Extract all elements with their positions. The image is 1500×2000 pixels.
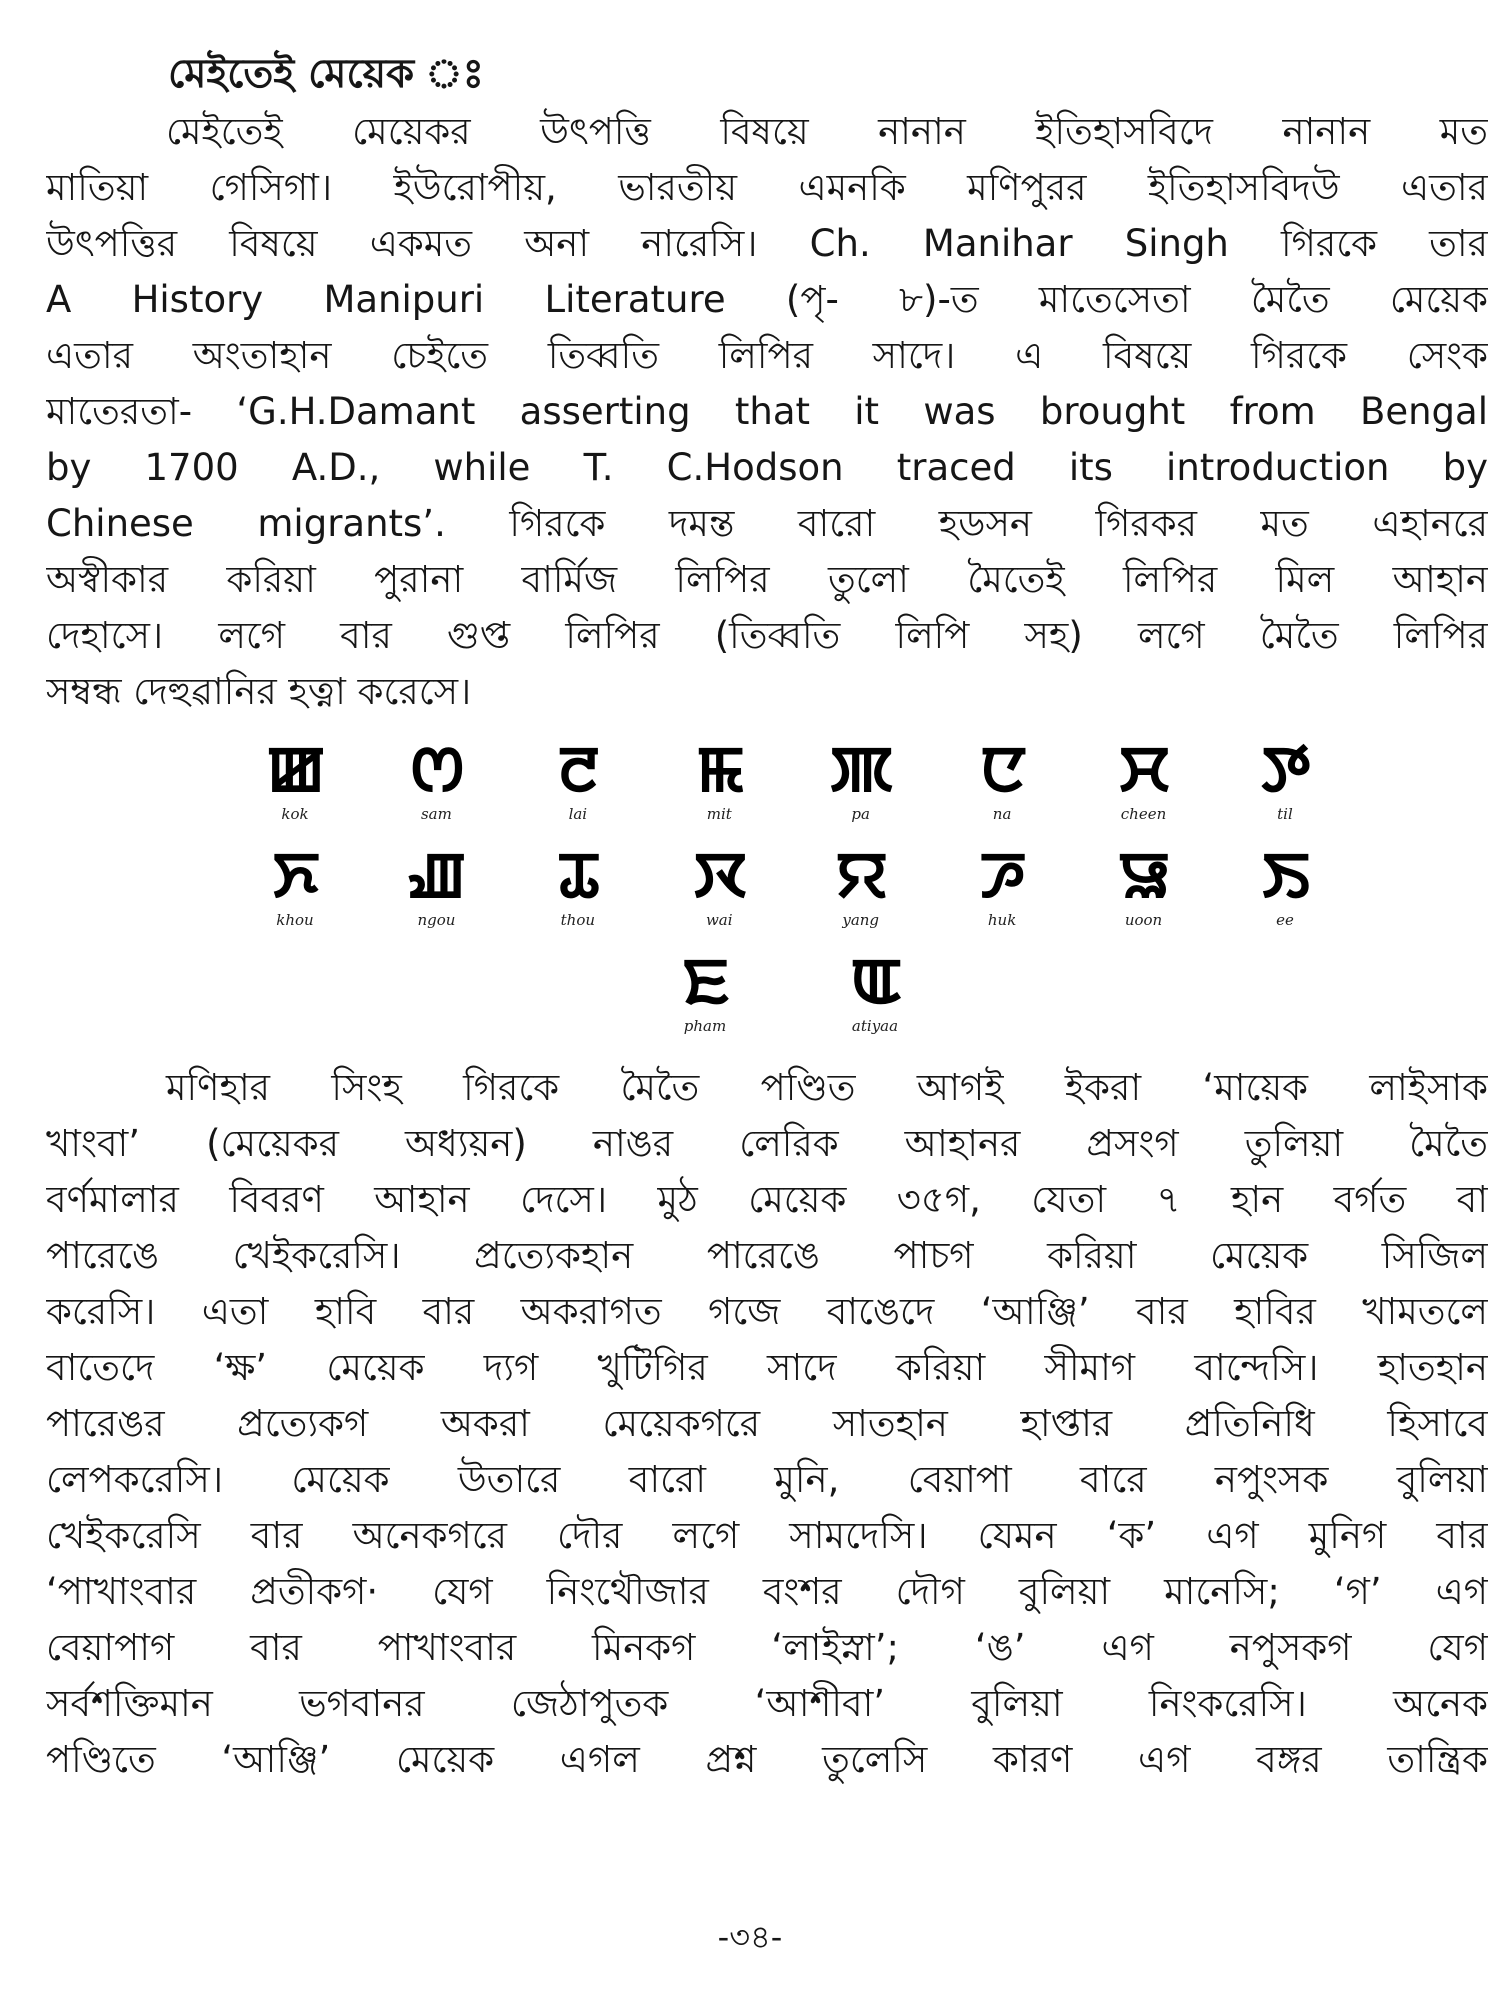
section-heading: মেইতেই মেয়েক ঃ [168, 51, 484, 97]
letter-cell [947, 838, 1057, 929]
letter-cell [1230, 732, 1340, 823]
letter-glyph: ꯊ [558, 838, 598, 913]
letter-name: thou [560, 911, 596, 929]
page-number: -৩৪- [717, 1918, 783, 1956]
text-line: A History Manipuri Literature (পৃ- ৮)-ত মাতেসেতা মৈতৈ মেয়েক [46, 278, 1488, 321]
text-line: মাতেরতা- ‘G.H.Damant asserting that it was brought from Bengal [46, 390, 1488, 433]
letter-glyph: ꯋ [694, 838, 745, 913]
letter-cell [381, 838, 491, 929]
letter-cell [1089, 838, 1199, 929]
letter-cell [664, 838, 774, 929]
letter-glyph: ꯁ [410, 732, 463, 807]
text-line: খেইকরেসি বার অনেকগরে দৌর লগে সামদেসি। যেমন ‘ক’ এগ মুনিগ বার [46, 1514, 1488, 1557]
letter-glyph: ꯉ [408, 838, 465, 913]
text-line: সম্বন্ধ দেহুৱানির হত্না করেসে। [46, 670, 472, 713]
text-line: সর্বশক্তিমান ভগবানর জেঠাপুতক ‘আশীবা’ বুলিয়া নিংকরেসি। অনেক [46, 1682, 1488, 1725]
letter-glyph: ꯃ [696, 732, 743, 807]
text-line: এতার অংতাহান চেইতে তিব্বতি লিপির সাদে। এ বিষয়ে গিরকে সেংক [46, 334, 1488, 377]
letter-name: khou [276, 911, 314, 929]
text-line: by 1700 A.D., while T. C.Hodson traced its introduction by [46, 446, 1488, 489]
text-line: মণিহার সিংহ গিরকে মৈতৈ পণ্ডিত আগই ইকরা ‘মায়েক লাইসাক [166, 1066, 1488, 1109]
meitei-mayek-alphabet-table [240, 732, 1340, 1053]
text-line: ‘পাখাংবার প্রতীকগ· যেগ নিংথৌজার বংশর দৌগ বুলিয়া মানেসি; ‘গ’ এগ [46, 1570, 1488, 1613]
letter-name: til [1277, 805, 1293, 823]
letter-cell [240, 732, 350, 823]
text-line: পণ্ডিতে ‘আঞ্জি’ মেয়েক এগল প্রশ্ন তুলেসি কারণ এগ বঙ্গর তান্ত্রিক [46, 1738, 1488, 1781]
letter-glyph: ꯎ [1118, 838, 1169, 913]
letter-cell [523, 732, 633, 823]
letter-name: na [992, 805, 1012, 823]
text-line: Chinese migrants’. গিরকে দমন্ত বারো হডসন গিরকর মত এহানরে [46, 502, 1488, 545]
alphabet-row [240, 838, 1340, 929]
letter-name: yang [842, 911, 880, 929]
letter-name: atiyaa [851, 1017, 899, 1035]
text-line: বাতেদে ‘ক্ষ’ মেয়েক দ্যগ খুটিগির সাদে করিয়া সীমাগ বান্দেসি। হাতহান [46, 1346, 1488, 1389]
letter-name: pa [851, 805, 870, 823]
letter-name: uoon [1124, 911, 1163, 929]
letter-glyph: ꯇ [1261, 732, 1309, 807]
letter-glyph: ꯐ [682, 944, 728, 1019]
letter-glyph: ꯀ [266, 732, 324, 807]
letter-cell [1230, 838, 1340, 929]
letter-cell [820, 944, 930, 1035]
letter-glyph: ꯌ [835, 838, 886, 913]
paragraph-origin [46, 104, 1488, 720]
letter-glyph: ꯅ [980, 732, 1024, 807]
text-line: উৎপত্তির বিষয়ে একমত অনা নারেসি। Ch. Manihar Singh গিরকে তার [46, 222, 1488, 265]
text-line: মেইতেই মেয়েকর উৎপত্তি বিষয়ে নানান ইতিহাসবিদে নানান মত [166, 110, 1488, 153]
letter-name: sam [420, 805, 452, 823]
paragraph-alphabet-description [46, 1060, 1488, 1788]
letter-cell [806, 732, 916, 823]
letter-cell [1089, 732, 1199, 823]
letter-name: cheen [1120, 805, 1167, 823]
letter-cell [523, 838, 633, 929]
letter-cell [650, 944, 760, 1035]
alphabet-row [240, 944, 1340, 1035]
text-line: লেপকরেসি। মেয়েক উতারে বারো মুনি, বেয়াপা বারে নপুংসক বুলিয়া [46, 1458, 1488, 1501]
text-line: পারেঙর প্রত্যেকগ অকরা মেয়েকগরে সাতহান হাপ্তার প্রতিনিধি হিসাবে [46, 1402, 1488, 1445]
letter-name: ee [1276, 911, 1294, 929]
text-line: পারেঙে খেইকরেসি। প্রত্যেকহান পারেঙে পাচগ করিয়া মেয়েক সিজিল [46, 1234, 1488, 1277]
letter-glyph: ꯑ [850, 944, 900, 1019]
text-line: মাতিয়া গেসিগা। ইউরোপীয়, ভারতীয় এমনকি মণিপুরর ইতিহাসবিদউ এতার [46, 166, 1488, 209]
letter-glyph: ꯏ [1262, 838, 1308, 913]
letter-name: mit [706, 805, 732, 823]
letter-glyph: ꯆ [1119, 732, 1168, 807]
letter-cell [947, 732, 1057, 823]
letter-name: huk [987, 911, 1017, 929]
letter-name: wai [705, 911, 733, 929]
letter-glyph: ꯈ [273, 838, 317, 913]
text-line: বেয়াপাগ বার পাখাংবার মিনকগ ‘লাইস্না’; ‘ঙ’ এগ নপুসকগ যেগ [46, 1626, 1488, 1669]
letter-glyph: ꯄ [830, 732, 892, 807]
text-line: খাংবা’ (মেয়েকর অধ্যয়ন) নাঙর লেরিক আহানর প্রসংগ তুলিয়া মৈতৈ [46, 1122, 1488, 1165]
text-line: বর্ণমালার বিবরণ আহান দেসে। মুঠ মেয়েক ৩৫গ, যেতা ৭ হান বর্গত বা [46, 1178, 1488, 1221]
letter-glyph: ꯂ [558, 732, 598, 807]
letter-name: lai [568, 805, 588, 823]
letter-cell [381, 732, 491, 823]
letter-name: kok [281, 805, 309, 823]
letter-name: ngou [417, 911, 456, 929]
text-line: অস্বীকার করিয়া পুরানা বার্মিজ লিপির তুলো মৈতেই লিপির মিল আহান [46, 558, 1488, 601]
text-line: করেসি। এতা হাবি বার অকরাগত গজে বাঙেদে ‘আঞ্জি’ বার হাবির খামতলে [46, 1290, 1488, 1333]
alphabet-row [240, 732, 1340, 823]
letter-cell [240, 838, 350, 929]
letter-cell [806, 838, 916, 929]
letter-glyph: ꯍ [980, 838, 1025, 913]
text-line: দেহাসে। লগে বার গুপ্ত লিপির (তিব্বতি লিপি সহ) লগে মৈতৈ লিপির [46, 614, 1488, 657]
letter-cell [664, 732, 774, 823]
letter-name: pham [683, 1017, 727, 1035]
